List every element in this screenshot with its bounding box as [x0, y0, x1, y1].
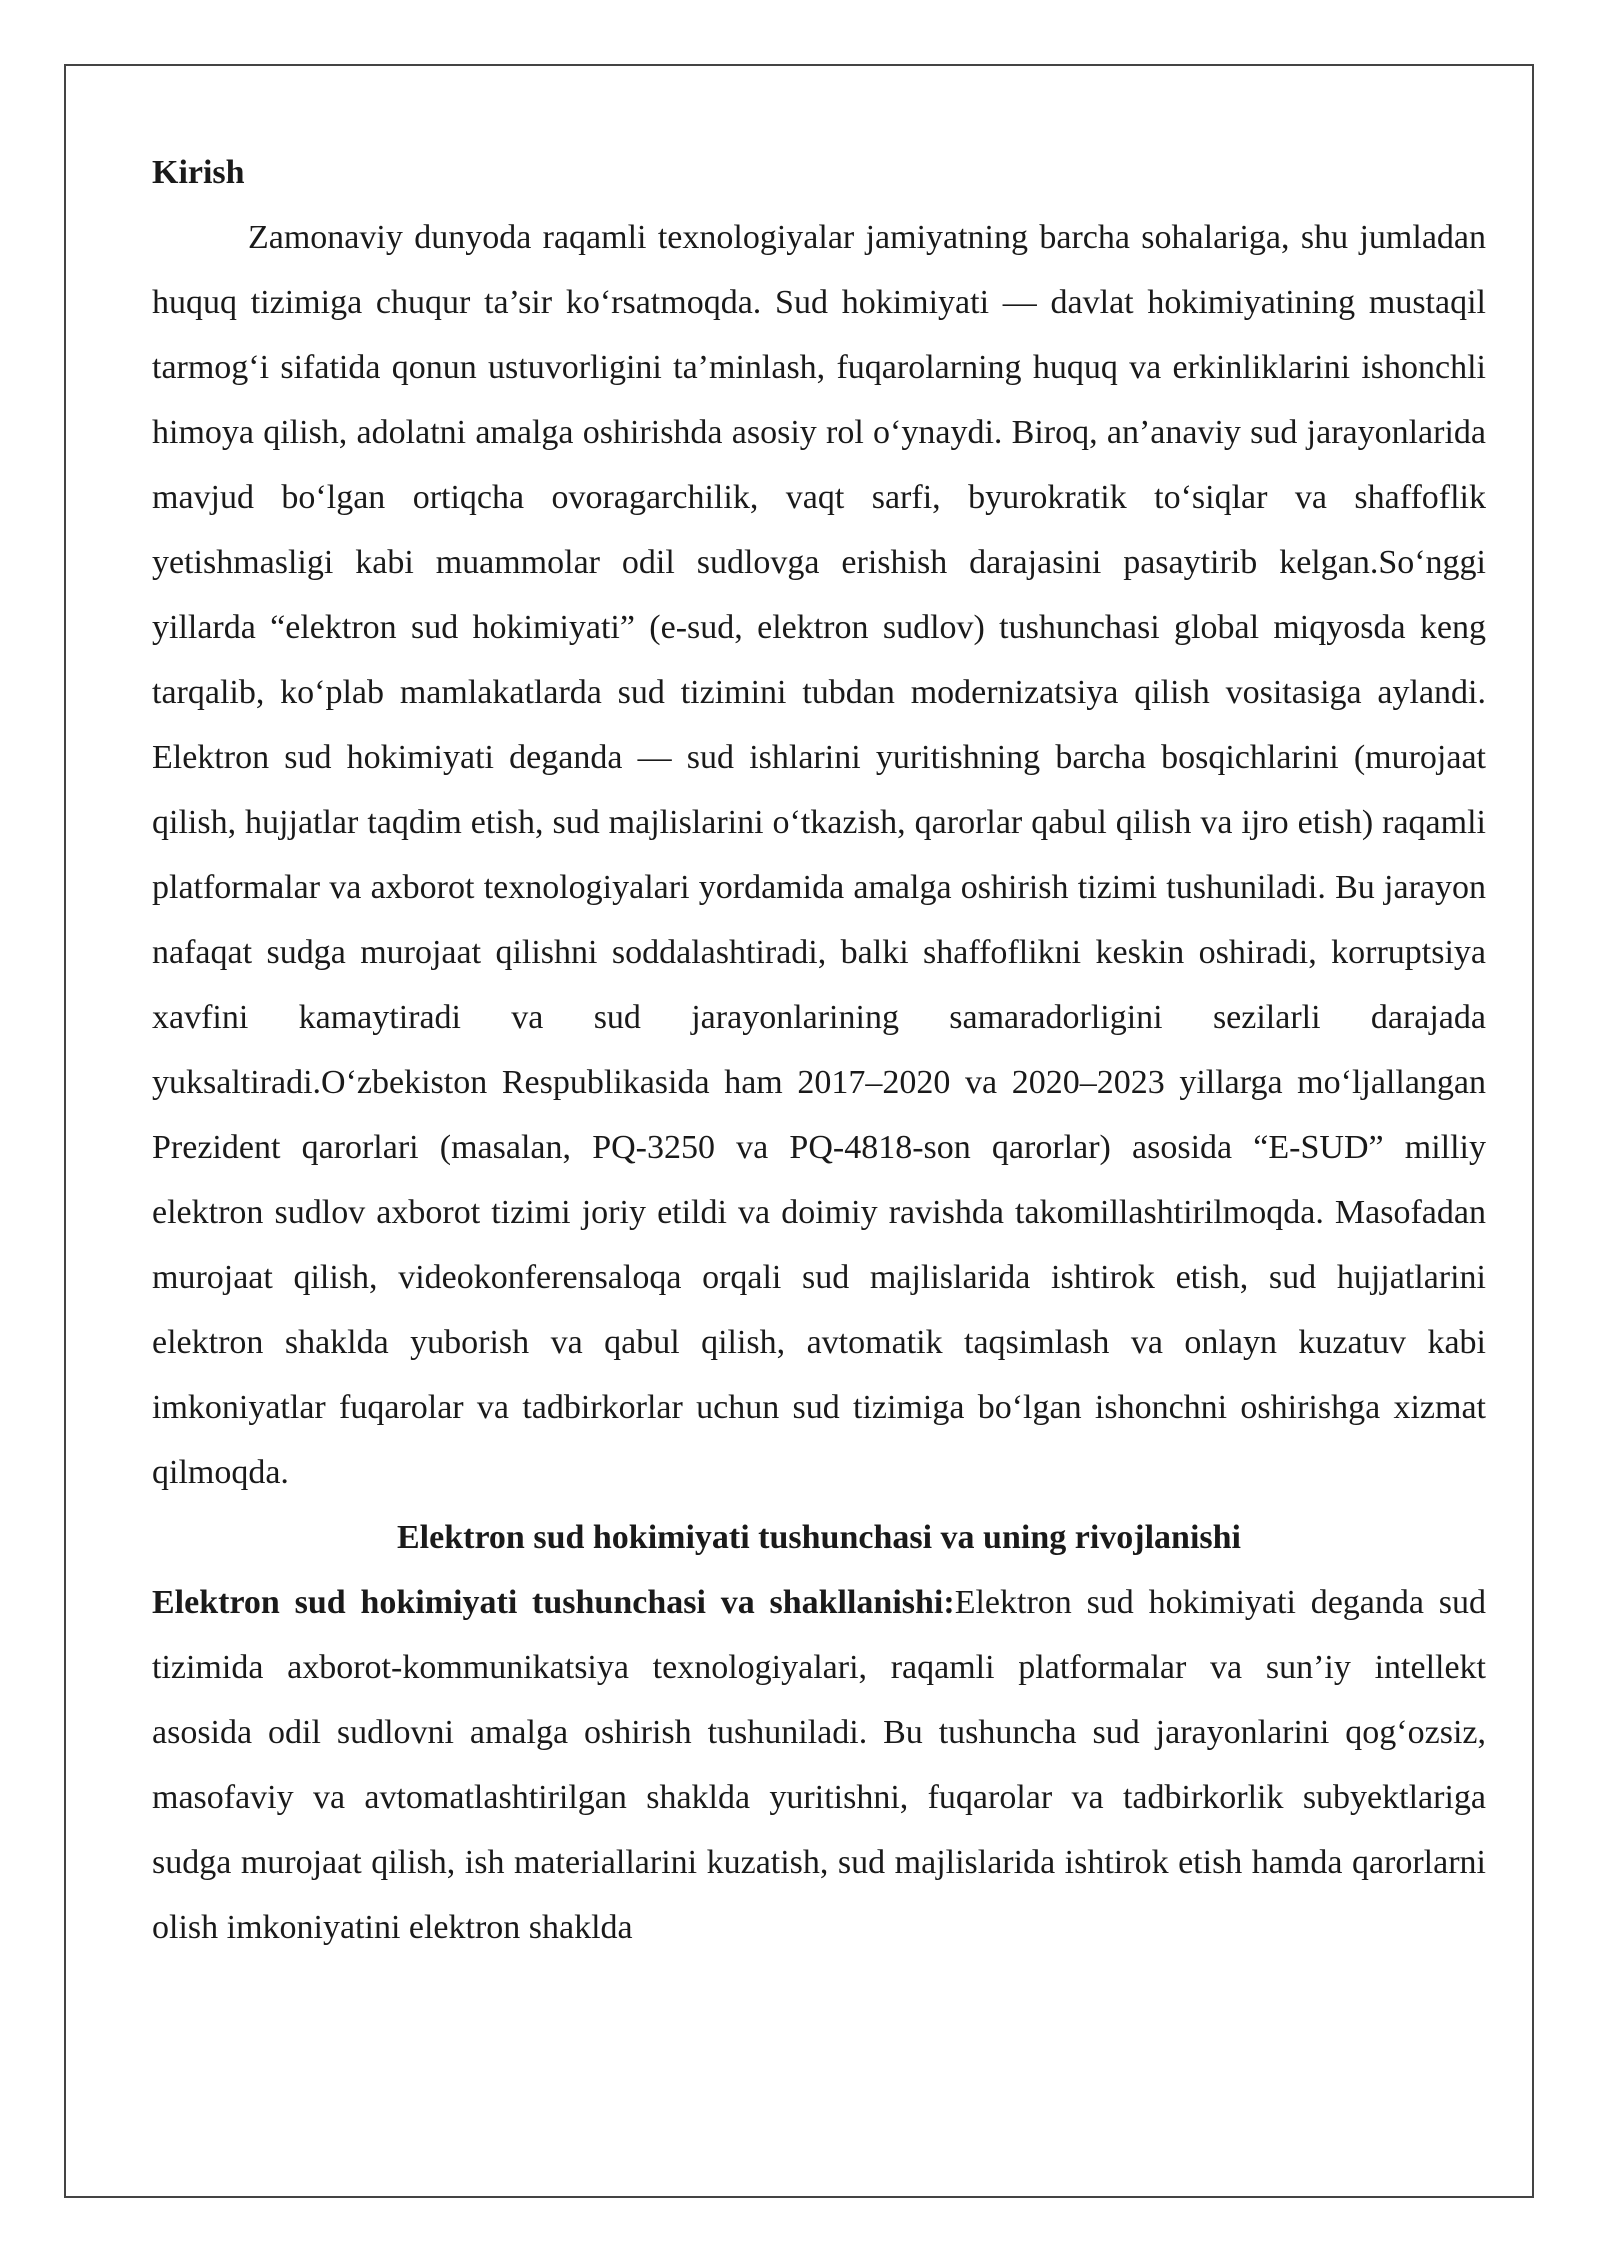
- subsection-text: Elektron sud hokimiyati deganda sud tizimida axborot-kommunikatsiya texnologiyalari, raqamli platformalar va sun’iy intellekt asosida odil sudlovni amalga oshirish tushuniladi. Bu tushuncha sud jarayonlarini qog‘ozsiz, masofaviy va avtomatlashtirilgan shaklda yuritishni, fuqarolar va tadbirkorlik subyektlariga sudga murojaat qilish, ish materiallarini kuzatish, sud majlislarida ishtirok etish hamda qarorlarni olish imkoniyatini elektron shaklda: [152, 1584, 1486, 1946]
- subsection-paragraph: [152, 1570, 1486, 1960]
- subsection-label: Elektron sud hokimiyati tushunchasi va shakllanishi:: [152, 1584, 955, 1621]
- intro-heading: Kirish: [152, 154, 245, 191]
- document-body: [152, 140, 1486, 1960]
- intro-paragraph: Zamonaviy dunyoda raqamli texnologiyalar jamiyatning barcha sohalariga, shu jumladan huquq tizimiga chuqur ta’sir ko‘rsatmoqda. Sud hokimiyati — davlat hokimiyatining mustaqil tarmog‘i sifatida qonun ustuvorligini ta’minlash, fuqarolarning huquq va erkinliklarini ishonchli himoya qilish, adolatni amalga oshirishda asosiy rol o‘ynaydi. Biroq, an’anaviy sud jarayonlarida mavjud bo‘lgan ortiqcha ovoragarchilik, vaqt sarfi, byurokratik to‘siqlar va shaffoflik yetishmasligi kabi muammolar odil sudlovga erishish darajasini pasaytirib kelgan.So‘nggi yillarda “elektron sud hokimiyati” (e-sud, elektron sudlov) tushunchasi global miqyosda keng tarqalib, ko‘plab mamlakatlarda sud tizimini tubdan modernizatsiya qilish vositasiga aylandi. Elektron sud hokimiyati deganda — sud ishlarini yuritishning barcha bosqichlarini (murojaat qilish, hujjatlar taqdim etish, sud majlislarini o‘tkazish, qarorlar qabul qilish va ijro etish) raqamli platformalar va axborot texnologiyalari yordamida amalga oshirish tizimi tushuniladi. Bu jarayon nafaqat sudga murojaat qilishni soddalashtiradi, balki shaffoflikni keskin oshiradi, korruptsiya xavfini kamaytiradi va sud jarayonlarining samaradorligini sezilarli darajada yuksaltiradi.O‘zbekiston Respublikasida ham 2017–2020 va 2020–2023 yillarga mo‘ljallangan Prezident qarorlari (masalan, PQ-3250 va PQ-4818-son qarorlar) asosida “E-SUD” milliy elektron sudlov axborot tizimi joriy etildi va doimiy ravishda takomillashtirilmoqda. Masofadan murojaat qilish, videokonferensaloqa orqali sud majlislarida ishtirok etish, sud hujjatlarini elektron shaklda yuborish va qabul qilish, avtomatik taqsimlash va onlayn kuzatuv kabi imkoniyatlar fuqarolar va tadbirkorlar uchun sud tizimiga bo‘lgan ishonchni oshirishga xizmat qilmoqda.: [152, 219, 1486, 1491]
- section-heading: Elektron sud hokimiyati tushunchasi va uning rivojlanishi: [397, 1519, 1241, 1556]
